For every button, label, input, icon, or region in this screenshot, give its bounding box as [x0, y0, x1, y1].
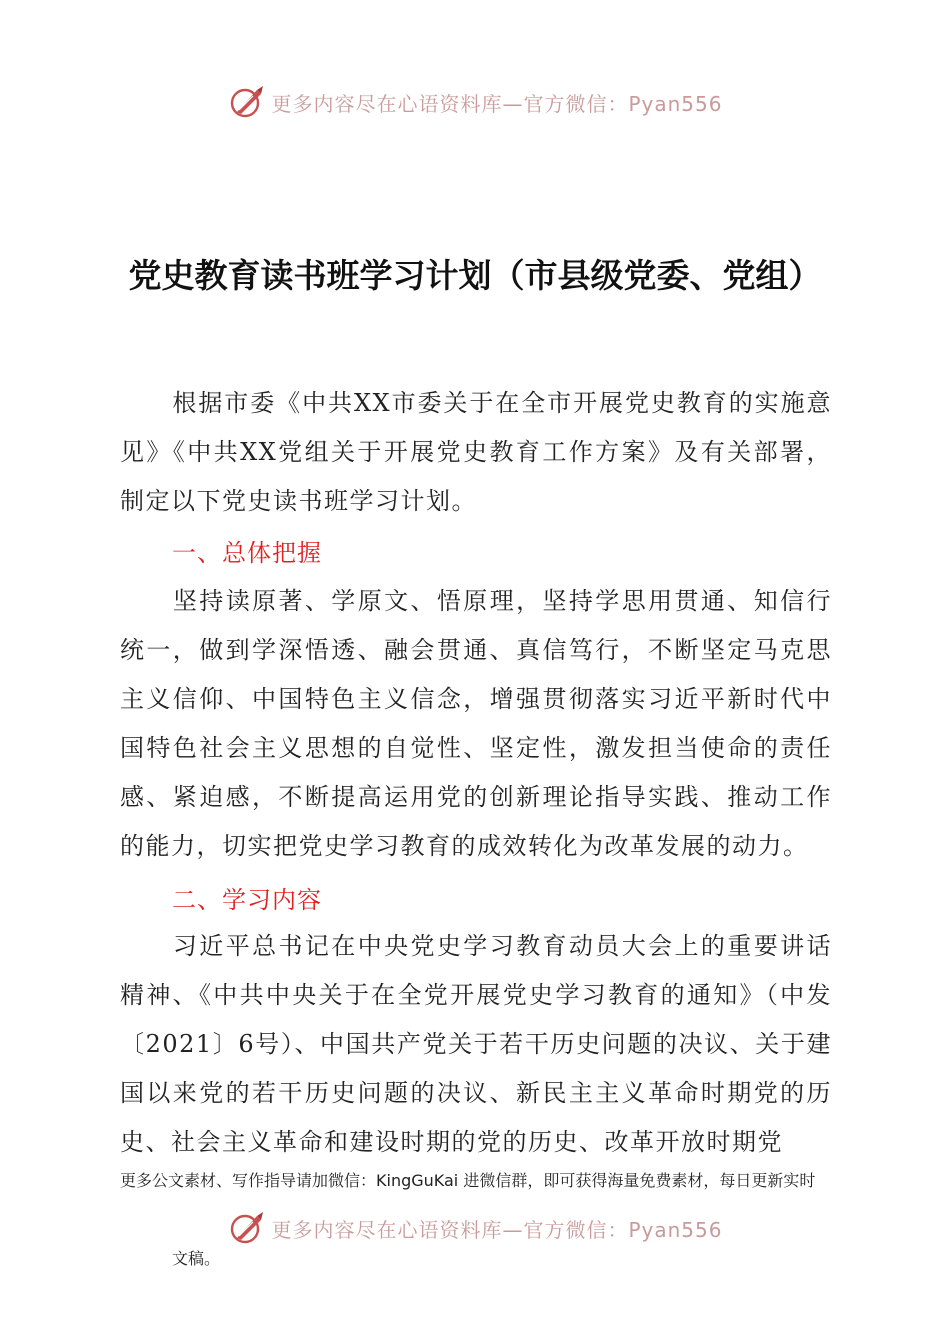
intro-paragraph	[120, 379, 832, 526]
section-1-paragraph	[120, 577, 832, 871]
section-2-paragraph	[120, 922, 832, 1167]
footer-note-end: 文稿。	[172, 1249, 221, 1268]
page-title: 党史教育读书班学习计划（市县级党委、党组）	[128, 256, 822, 295]
footer-note: 更多公文素材、写作指导请加微信：KingGuKai 进微信群，即可获得海量免费素材，每日更新实时	[120, 1171, 816, 1190]
pen-nib-logo-icon	[227, 1208, 267, 1248]
watermark-text: 更多内容尽在心语资料库—官方微信：Pyan556	[271, 1217, 723, 1242]
watermark-banner-top	[0, 82, 950, 122]
section-1-text: 坚持读原著、学原文、悟原理，坚持学思用贯通、知信行统一，做到学深悟透、融会贯通、真信笃行，不断坚定马克思主义信仰、中国特色主义信念，增强贯彻落实习近平新时代中国特色社会主义思想的自觉性、坚定性，激发担当使命的责任感、紧迫感，不断提高运用党的创新理论指导实践、推动工作的能力，切实把党史学习教育的成效转化为改革发展的动力。	[120, 587, 832, 860]
intro-text: 根据市委《中共XX市委关于在全市开展党史教育的实施意见》《中共XX党组关于开展党史教育工作方案》及有关部署，制定以下党史读书班学习计划。	[120, 389, 832, 515]
watermark-banner-bottom	[0, 1208, 950, 1248]
watermark-text: 更多内容尽在心语资料库—官方微信：Pyan556	[271, 91, 723, 116]
section-2-text: 习近平总书记在中央党史学习教育动员大会上的重要讲话精神、《中共中央关于在全党开展党史学习教育的通知》（中发〔2021〕6号）、中国共产党关于若干历史问题的决议、关于建国以来党的若干历史问题的决议、新民主主义革命时期党的历史、社会主义革命和建设时期的党的历史、改革开放时期党	[120, 932, 832, 1156]
section-heading-1: 一、总体把握	[172, 539, 322, 567]
pen-nib-logo-icon	[227, 82, 267, 122]
section-heading-2: 二、学习内容	[172, 886, 322, 914]
